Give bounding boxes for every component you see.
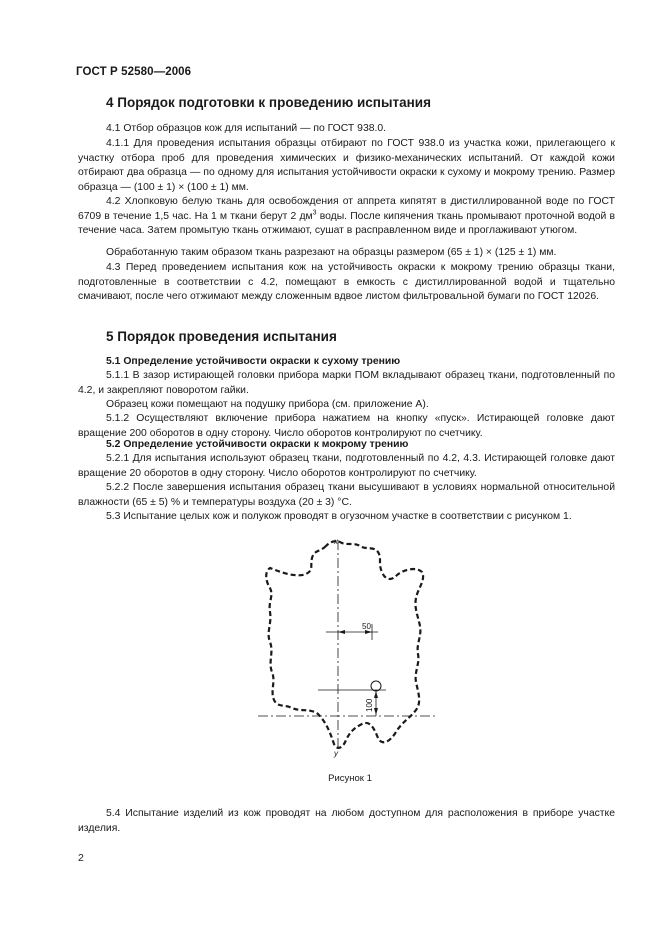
dim-50-arrow-left [338, 630, 345, 634]
paragraph-4-1-1: 4.1.1 Для проведения испытания образцы отбирают по ГОСТ 938.0 из участка кожи, прилегающего к участку отбора проб для проведения химических и физико-механических испытаний. От каждой кожи отбирают два образца — по одному для испытания устойчивости окраски к сухому и мокрому трению. Размер образца — (100 ± 1) × (100 ± 1) мм. [78, 138, 615, 193]
axis-y-label: y [334, 749, 338, 758]
hide-outline [266, 541, 423, 748]
paragraph-4-3: 4.3 Перед проведением испытания кож на устойчивость окраски к мокрому трению образцы ткани, подготовленные в соответствии с 4.2, помещают в емкость с дистиллированной водой и тщательно смачивают, после чего отжимают между сложенным вдвое листом фильтровальной бумаги по ГОСТ 12026. [78, 262, 615, 303]
paragraph-4-2-text-b: воды. После кипячения ткань промывают проточной водой в течение часа. Затем промытую ткань отжимают, сушат в расправленном виде и проглаживают утюгом. [78, 210, 615, 237]
document-code-header: ГОСТ Р 52580—2006 [76, 66, 192, 78]
subsection-5-2-heading: 5.2 Определение устойчивости окраски к мокрому трению [106, 439, 409, 450]
figure-1-hide-diagram [250, 532, 450, 762]
axis-x-label: x [334, 537, 338, 546]
dimension-100-label: 100 [365, 698, 374, 712]
page-number: 2 [78, 852, 84, 864]
paragraph-5-2-2: 5.2.2 После завершения испытания образец ткани высушивают в условиях нормальной относительной влажности (65 ± 5) % и температуры воздуха (20 ± 3) °С. [78, 482, 615, 508]
dimension-50-label: 50 [362, 622, 371, 631]
sampling-point-circle [371, 681, 381, 691]
figure-1-caption: Рисунок 1 [328, 773, 372, 784]
paragraph-5-2-1: 5.2.1 Для испытания используют образец ткани, подготовленный по 4.2, 4.3. Истирающей головке дают вращение 20 оборотов в одну сторону. Число оборотов контролируют по счетчику. [78, 453, 615, 479]
paragraph-5-1-1-continuation: Образец кожи помещают на подушку прибора (см. приложение А). [106, 399, 429, 410]
dim-100-arrow-top [374, 691, 378, 698]
dim-100-arrow-bottom [374, 708, 378, 715]
section-4-heading: 4 Порядок подготовки к проведению испытания [106, 95, 431, 110]
paragraph-4-2-continuation: Обработанную таким образом ткань разрезают на образцы размером (65 ± 1) × (125 ± 1) мм. [106, 247, 557, 258]
paragraph-4-2 [78, 195, 615, 239]
paragraph-4-2-text-a: 4.2 Хлопковую белую ткань для освобождения от аппрета кипятят в дистиллированной воде по ГОСТ 6709 в течение 1,5 час. На 1 м ткани берут 2 дм [78, 196, 615, 222]
paragraph-5-1-1: 5.1.1 В зазор истирающей головки прибора марки ПОМ вкладывают образец ткани, подготовленный по 4.2, и закрепляют поворотом гайки. [78, 370, 615, 396]
subsection-5-1-heading: 5.1 Определение устойчивости окраски к сухому трению [106, 356, 401, 367]
paragraph-5-3: 5.3 Испытание целых кож и полукож проводят в огузочном участке в соответствии с рисунком 1. [106, 511, 572, 522]
hide-outline-svg [250, 532, 450, 762]
paragraph-4-1: 4.1 Отбор образцов кож для испытаний — по ГОСТ 938.0. [106, 123, 387, 134]
paragraph-5-1-2: 5.1.2 Осуществляют включение прибора нажатием на кнопку «пуск». Истирающей головке дают вращение 200 оборотов в одну сторону. Число оборотов контролируют по счетчику. [78, 413, 615, 439]
paragraph-5-4: 5.4 Испытание изделий из кож проводят на любом доступном для расположения в приборе участке изделия. [78, 808, 615, 834]
section-5-heading: 5 Порядок проведения испытания [106, 329, 337, 344]
superscript-3: 3 [312, 209, 317, 217]
